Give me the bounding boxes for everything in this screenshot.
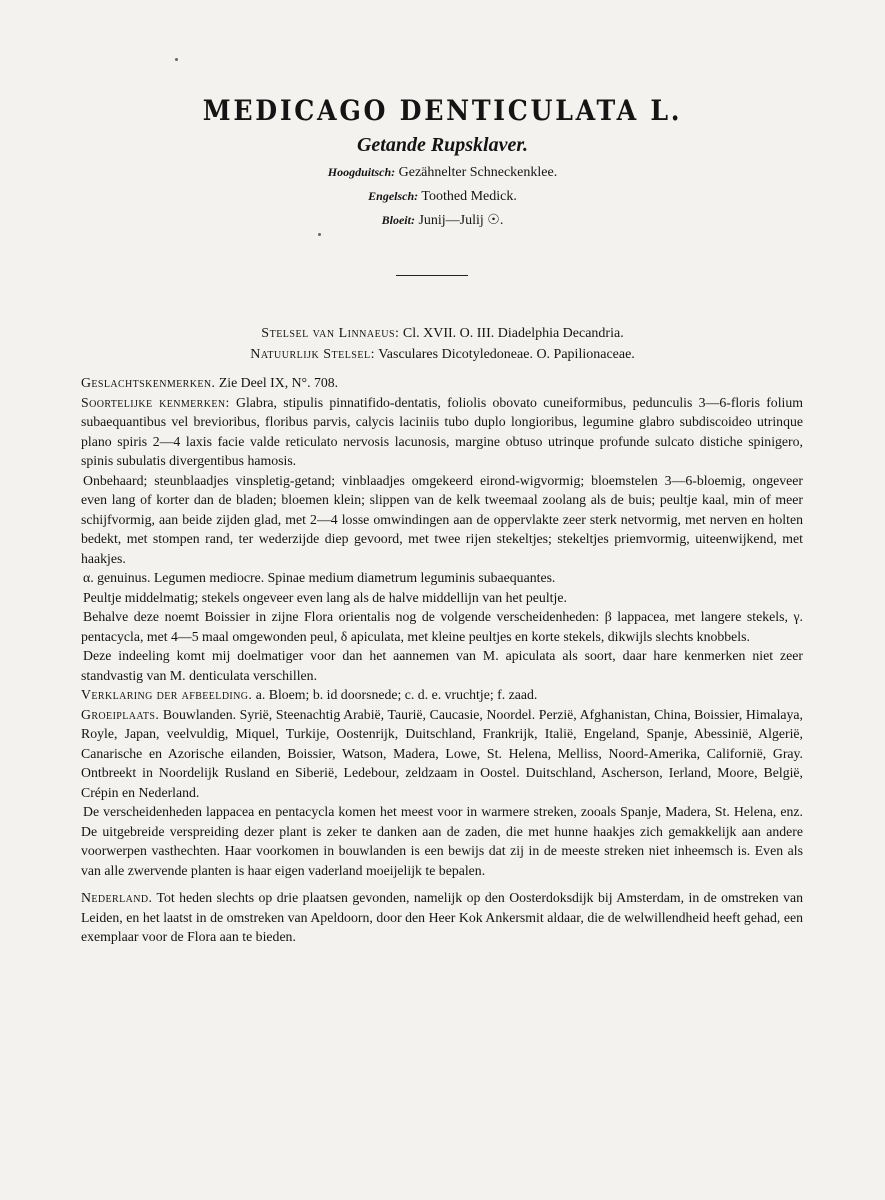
genus-label: Geslachtskenmerken.	[81, 375, 216, 390]
german-name-label: Hoogduitsch:	[327, 165, 396, 179]
habitat-text: Bouwlanden. Syrië, Steenachtig Arabië, Taurië, Caucasie, Noordel. Perzië, Afghanistan, China, Boissier, Himalaya, Royle, Japan, veelvuldig, Miquel, Turkije, Oostenrijk, Duitschland, Frankrijk, Italië, Engeland, Spanje, Abessinië, Algerië, Canarische en Azorische eilanden, Boissier, Watson, Madera, Lowe, St. Helena, Melliss, Noord-Amerika, Californië, Gray. Ontbreekt in Noordelijk Rusland en Siberië, Ledebour, zeldzaam in Oostel. Duitschland, Ascherson, Ierland, Moore, België, Crépin en Nederland.	[81, 706, 803, 800]
species-latin: Glabra, stipulis pinnatifido-dentatis, foliolis obovato cuneiformibus, pedunculis 3—6-floris folium subaequantibus vel brevioribus, floribus parvis, calycis laciniis tubo duplo longioribus, legumine glabro subdiscoideo utrinque plano spiris 2—4 laxis facie valde reticulato nervosis lacunosis, margine obtuso utrinque profunde sulcato distiche spinigero, spinis subulatis divergentibus hamosis.	[81, 394, 803, 468]
variety-alpha-dutch-paragraph: Peultje middelmatig; stekels ongeveer even lang als de halve middellijn van het peultje.	[83, 589, 567, 605]
boissier-paragraph: Behalve deze noemt Boissier in zijne Flora orientalis nog de volgende verscheidenheden: β lappacea, met langere stekels, γ. pentacycla, met 4—5 maal omgewonden peul, δ apiculata, met kleine peultjes en korte stekels, dikwijls slechts knobbels.	[81, 609, 803, 644]
habitat-label: Groeiplaats.	[81, 706, 160, 722]
german-name-value: Gezähnelter Schneckenklee.	[398, 165, 558, 180]
species-dutch-paragraph: Onbehaard; steunblaadjes vinspletig-getand; vinblaadjes omgekeerd eirond-wigvormig; bloemstelen 3—6-bloemig, ongeveer even lang of korter dan de bladen; bloemen klein; slippen van de kelk tweemaal zoolang als de buis; peultje kaal, min of meer schijfvormig, aan beide zijden glad, met 2—4 losse omwindingen aan de oppervlakte zeer sterk netvormig, met nerven en holten bedekt, met stompen rand, ter wederzijde diep gevoord, met twee rijen stekeltjes; stekeltjes priemvormig, uiteenwijkend, met haakjes.	[81, 472, 803, 566]
division-paragraph: Deze indeeling komt mij doelmatiger voor dan het aannemen van M. apiculata als soort, daar hare kenmerken niet zeer standvastig van M. denticulata verschillen.	[81, 648, 803, 683]
distribution-paragraph: De verscheidenheden lappacea en pentacycla komen het meest voor in warmere streken, zooals Spanje, Madera, St. Helena, enz. De uitgebreide verspreiding dezer plant is zeker te danken aan de zaden, die met hunne haakjes zich gemakkelijk aan andere voorwerpen vasthechten. Haar voorkomen in bouwlanden is een bewijs dat zij in de meeste streken niet inheemsch is. Even als van alle zwervende planten is haar eigen vaderland moeijelijk te bepalen.	[81, 804, 803, 878]
figure-text: a. Bloem; b. id doorsnede; c. d. e. vruchtje; f. zaad.	[255, 687, 538, 702]
genus-text: Zie Deel IX, N°. 708.	[218, 375, 339, 390]
netherlands-label: Nederland.	[81, 890, 153, 905]
figure-label: Verklaring der afbeelding.	[81, 687, 253, 702]
english-name-label: Engelsch:	[368, 189, 419, 203]
title-divider	[396, 275, 468, 276]
netherlands-paragraph	[81, 888, 803, 947]
flowering-line	[0, 212, 885, 229]
body-text	[81, 373, 803, 947]
figure-paragraph	[81, 685, 803, 705]
speck	[318, 233, 321, 236]
flowering-label: Bloeit:	[381, 213, 415, 227]
page-subtitle: Getande Rupsklaver.	[356, 134, 529, 156]
linnaeus-label: Stelsel van Linnaeus:	[261, 326, 400, 341]
species-paragraph	[81, 393, 803, 471]
variety-alpha-paragraph: α. genuinus. Legumen mediocre. Spinae medium diametrum leguminis subaequantes.	[83, 570, 556, 585]
species-label: Soortelijke kenmerken:	[81, 394, 230, 410]
natural-system-value: Vasculares Dicotyledoneae. O. Papilionaceae.	[378, 347, 635, 362]
english-name-value: Toothed Medick.	[421, 189, 517, 204]
flowering-value: Junij—Julij ☉.	[418, 213, 504, 228]
natural-system-line	[0, 347, 885, 363]
speck	[175, 58, 178, 61]
linnaeus-value: Cl. XVII. O. III. Diadelphia Decandria.	[402, 326, 624, 341]
genus-paragraph	[81, 373, 803, 393]
page-title: MEDICAGO DENTICULATA L.	[202, 94, 683, 127]
linnaeus-line	[0, 326, 885, 342]
netherlands-text: Tot heden slechts op drie plaatsen gevonden, namelijk op den Oosterdoksdijk bij Amsterdam, in de omstreken van Leiden, en het laatst in de omstreken van Apeldoorn, door den Heer Kok Ankersmit aldaar, die de welwillendheid heeft gehad, een exemplaar voor de Flora aan te bieden.	[81, 890, 803, 944]
natural-system-label: Natuurlijk Stelsel:	[250, 347, 375, 362]
habitat-paragraph	[81, 705, 803, 803]
german-name-line	[0, 165, 885, 181]
english-name-line	[0, 189, 885, 205]
